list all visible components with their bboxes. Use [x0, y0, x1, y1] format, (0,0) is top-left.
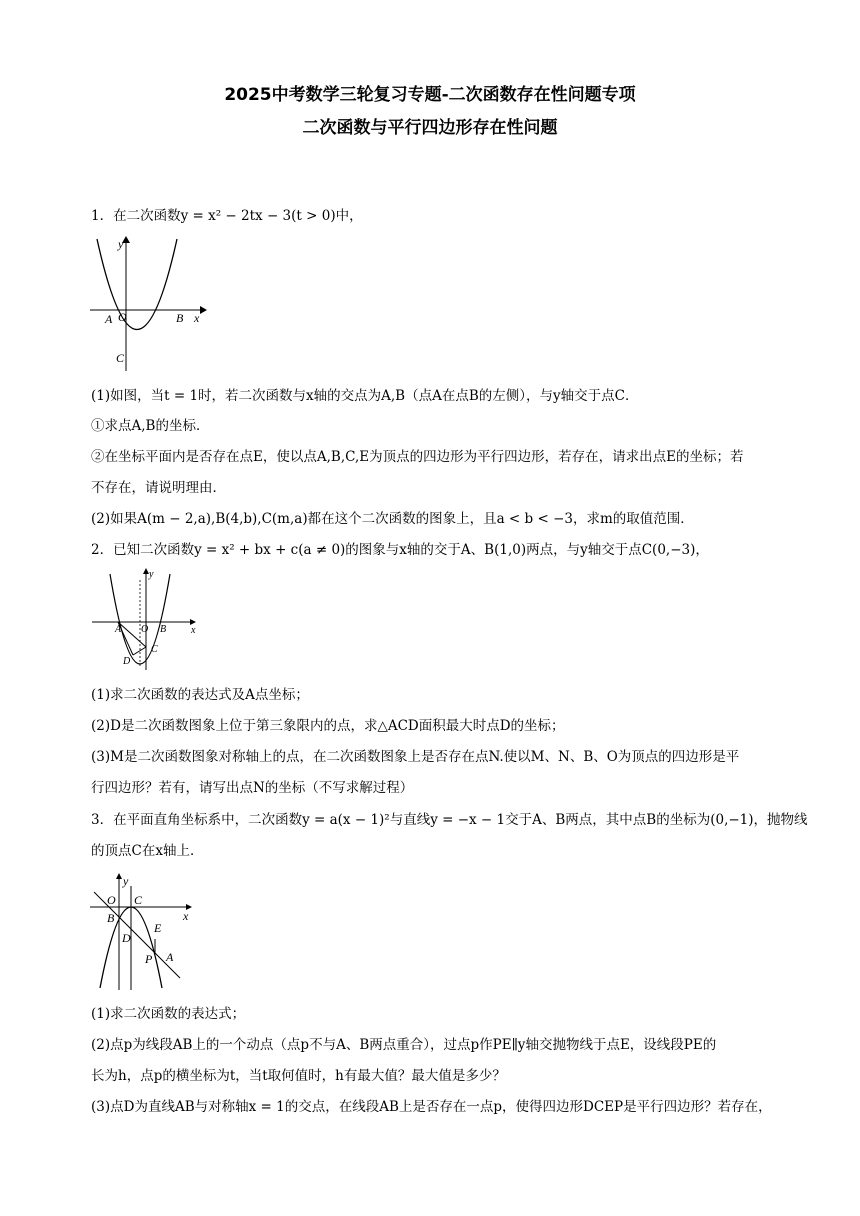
- q1-label-A: A: [105, 312, 113, 326]
- q3-label-O: O: [107, 893, 116, 907]
- q3-stem-line1: 3．在平面直角坐标系中，二次函数y = a(x − 1)²与直线y = −x − 1交于A、B两点，其中点B的坐标为(0,−1)，抛物线: [91, 812, 808, 828]
- q1-label-x: x: [194, 311, 200, 325]
- q2-label-A: A: [115, 624, 122, 635]
- q1-part2: (2)如果A(m − 2,a),B(4,b),C(m,a)都在这个二次函数的图象上，且a < b < −3，求m的取值范围．: [91, 511, 694, 527]
- q2-part3-line1: (3)M是二次函数图象对称轴上的点，在二次函数图象上是否存在点N.使以M、N、B、O为顶点的四边形是平: [91, 749, 740, 765]
- q1-label-y: y: [118, 237, 124, 251]
- q3-label-C: C: [134, 893, 143, 907]
- q3-figure: [88, 870, 198, 996]
- q1-label-O: O: [118, 310, 127, 324]
- q2-part2: (2)D是二次函数图象上位于第三象限内的点，求△ACD面积最大时点D的坐标；: [91, 718, 565, 734]
- q2-stem: 2．已知二次函数y = x² + bx + c(a ≠ 0)的图象与x轴的交于A、B(1,0)两点，与y轴交于点C(0,−3)，: [91, 542, 709, 558]
- q1-label-B: B: [176, 311, 184, 325]
- document-title: 2025中考数学三轮复习专题-二次函数存在性问题专项: [224, 85, 636, 105]
- q2-label-x: x: [191, 625, 196, 636]
- q2-part1: (1)求二次函数的表达式及A点坐标；: [91, 687, 309, 703]
- q1-part1a: ①求点A,B的坐标．: [91, 418, 210, 434]
- q1-figure: [88, 233, 208, 375]
- document-subtitle: 二次函数与平行四边形存在性问题: [302, 118, 558, 138]
- q3-y-arrow: [116, 873, 122, 879]
- q1-label-C: C: [116, 351, 125, 365]
- q3-part2-line2: 长为h，点p的横坐标为t，当t取何值时，h有最大值？最大值是多少？: [91, 1068, 506, 1084]
- q1-part1b-line1: ②在坐标平面内是否存在点E，使以点A,B,C,E为顶点的四边形为平行四边形，若存在，请求出点E的坐标；若: [91, 449, 744, 465]
- q3-part3: (3)点D为直线AB与对称轴x = 1的交点，在线段AB上是否存在一点p，使得四边形DCEP是平行四边形？若存在，: [91, 1099, 772, 1115]
- q1-x-arrow: [200, 306, 207, 314]
- q2-label-B: B: [160, 624, 167, 635]
- q1-stem: 1．在二次函数y = x² − 2tx − 3(t > 0)中，: [91, 208, 363, 224]
- q2-label-O: O: [141, 624, 149, 635]
- q3-part2-line1: (2)点p为线段AB上的一个动点（点p不与A、B两点重合），过点p作PE∥y轴交抛物线于点E，设线段PE的: [91, 1037, 717, 1053]
- q3-label-y: y: [123, 874, 129, 888]
- q1-part1b-line2: 不存在，请说明理由．: [91, 480, 226, 496]
- q3-label-x: x: [183, 909, 189, 923]
- q1-part1: (1)如图，当t = 1时，若二次函数与x轴的交点为A,B（点A在点B的左侧），与y轴交于点C．: [91, 388, 639, 404]
- q2-label-y: y: [149, 569, 154, 580]
- q3-label-E: E: [154, 921, 162, 935]
- q3-label-A: A: [166, 950, 174, 964]
- q2-part3-line2: 行四边形？若有，请写出点N的坐标（不写求解过程）: [91, 780, 414, 796]
- q3-label-D: D: [122, 931, 131, 945]
- q3-label-B: B: [107, 911, 115, 925]
- q2-figure: [88, 566, 200, 672]
- q3-label-P: P: [145, 952, 153, 966]
- q2-segment-DC: [133, 647, 146, 655]
- q2-label-D: D: [123, 656, 131, 667]
- q2-label-C: C: [151, 644, 158, 655]
- q3-stem-line2: 的顶点C在x轴上．: [91, 843, 204, 859]
- q3-part1: (1)求二次函数的表达式；: [91, 1006, 246, 1022]
